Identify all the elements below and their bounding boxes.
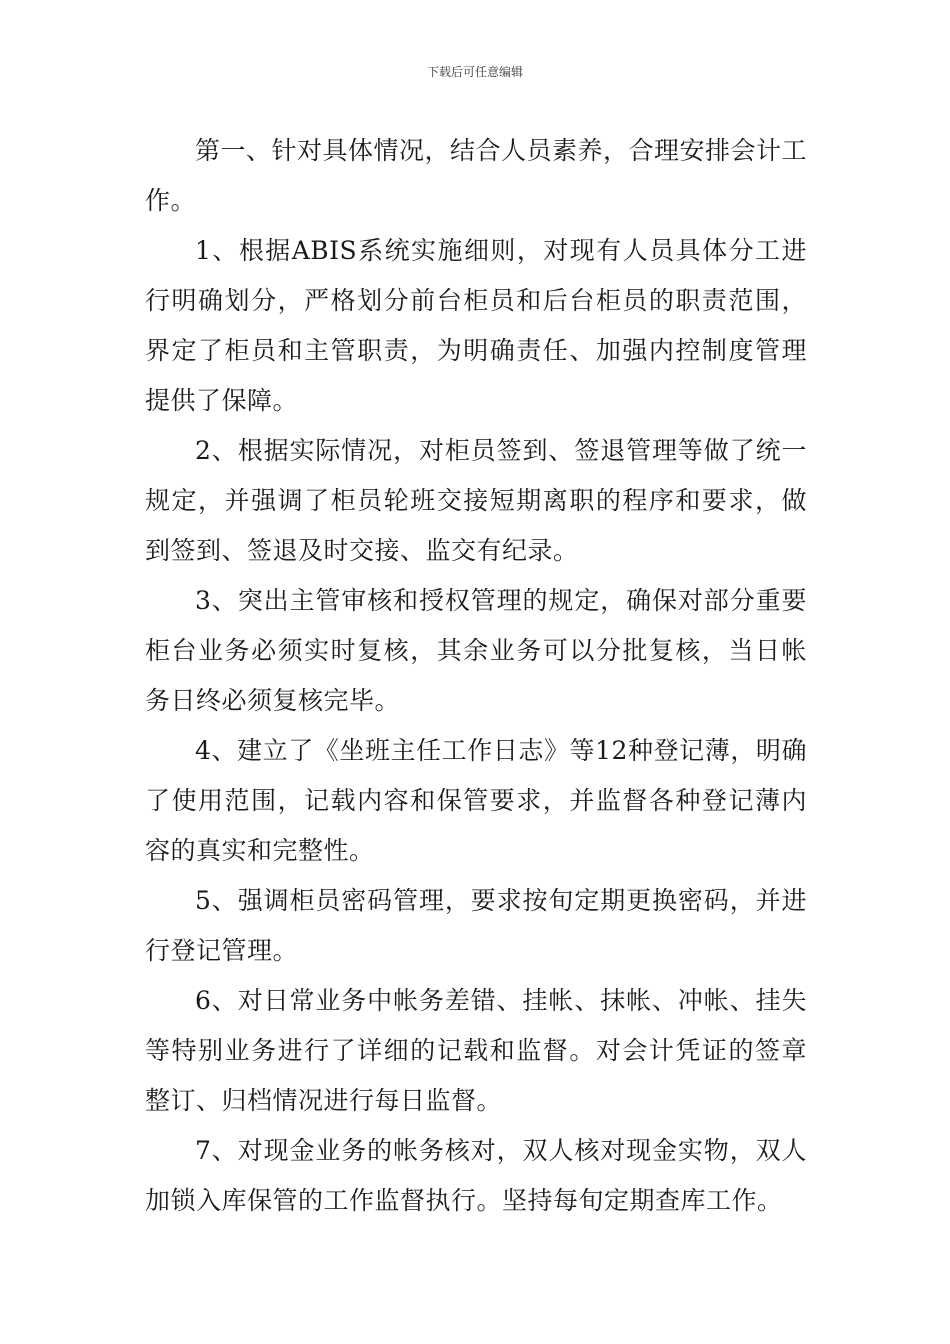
document-body: [145, 126, 807, 1226]
paragraph-intro: 第一、针对具体情况，结合人员素养，合理安排会计工作。: [145, 136, 808, 215]
paragraph-item-1: 1、根据ABIS系统实施细则，对现有人员具体分工进行明确划分，严格划分前台柜员和后台柜员的职责范围，界定了柜员和主管职责，为明确责任、加强内控制度管理提供了保障。: [145, 236, 807, 415]
paragraph-item-3: 3、突出主管审核和授权管理的规定，确保对部分重要柜台业务必须实时复核，其余业务可以分批复核，当日帐务日终必须复核完毕。: [145, 586, 807, 715]
paragraph-item-2: 2、根据实际情况，对柜员签到、签退管理等做了统一规定，并强调了柜员轮班交接短期离职的程序和要求，做到签到、签退及时交接、监交有纪录。: [145, 436, 807, 565]
paragraph-item-7: 7、对现金业务的帐务核对，双人核对现金实物，双人加锁入库保管的工作监督执行。坚持每旬定期查库工作。: [145, 1136, 807, 1215]
paragraph-item-4: 4、建立了《坐班主任工作日志》等12种登记薄，明确了使用范围，记载内容和保管要求，并监督各种登记薄内容的真实和完整性。: [145, 736, 807, 865]
paragraph-item-6: 6、对日常业务中帐务差错、挂帐、抹帐、冲帐、挂失等特别业务进行了详细的记载和监督。对会计凭证的签章整订、归档情况进行每日监督。: [145, 986, 807, 1115]
page-header: 下载后可任意编辑: [426, 65, 523, 79]
paragraph-item-5: 5、强调柜员密码管理，要求按旬定期更换密码，并进行登记管理。: [145, 886, 807, 965]
